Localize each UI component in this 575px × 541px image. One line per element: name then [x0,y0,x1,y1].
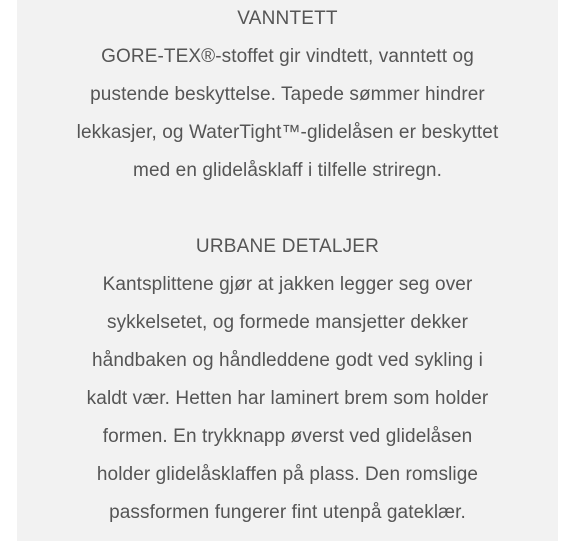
section-spacer [17,190,558,228]
body-line: kaldt vær. Hetten har laminert brem som holder [86,388,489,409]
section-title-urban-details: URBANE DETALJER [195,236,380,257]
section-waterproof [17,0,558,190]
section-title-waterproof: VANNTETT [237,8,338,29]
body-line: Kantsplittene gjør at jakken legger seg over [102,274,473,295]
body-line: holder glidelåsklaffen på plass. Den romslige [96,464,479,485]
body-line: lekkasjer, og WaterTight™-glidelåsen er beskyttet [76,122,499,143]
body-line: passformen fungerer fint utenpå gateklær. [109,502,466,523]
section-urban-details [17,228,558,532]
body-line: med en glidelåsklaff i tilfelle strіregn. [133,160,442,181]
section-body-waterproof [38,38,538,190]
product-description [17,0,558,532]
body-line: GORE-TEX®-stoffet gir vindtett, vanntett og [101,46,474,67]
body-line: pustende beskyttelse. Tapede sømmer hindrer [90,84,485,105]
body-line: formen. En trykknapp øverst ved glidelåsen [102,426,473,447]
body-line: håndbaken og håndleddene godt ved sykling i [92,350,483,371]
body-line: sykkelsetet, og formede mansjetter dekker [106,312,469,333]
section-body-urban-details [38,266,538,532]
product-description-panel [17,0,558,541]
